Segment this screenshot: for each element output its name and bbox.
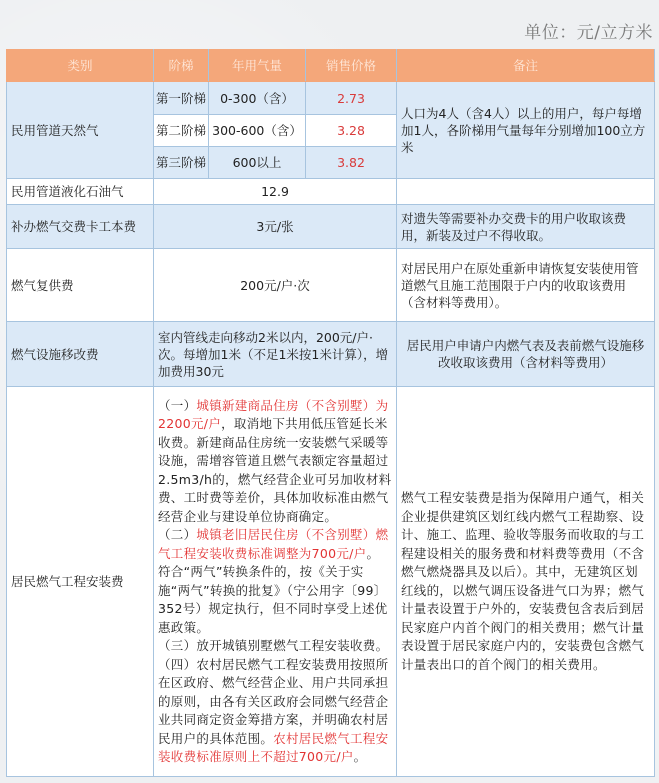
relocation-fee-category: 燃气设施移改费 (7, 322, 154, 387)
relocation-fee-price: 室内管线走向移动2米以内，200元/户·次。每增加1米（不足1米按1米计算），增加费用30元 (154, 322, 397, 387)
install-p1-highlight: 城镇新建商品住房（不含别墅）为2200元/户 (158, 397, 389, 431)
table-row (7, 387, 655, 777)
tier-label: 第二阶梯 (154, 115, 209, 147)
tier-price: 3.28 (306, 115, 397, 147)
install-fee-category: 居民燃气工程安装费 (7, 387, 154, 777)
tier-label: 第一阶梯 (154, 82, 209, 115)
card-fee-category: 补办燃气交费卡工本费 (7, 205, 154, 249)
tier-volume: 300-600（含） (209, 115, 306, 147)
header-tier: 阶梯 (154, 50, 209, 82)
header-price: 销售价格 (306, 50, 397, 82)
tier-price: 2.73 (306, 82, 397, 115)
resupply-fee-note: 对居民用户在原处重新申请恢复安装使用管道燃气且施工范围限于户内的收取该费用（含材料等费用）。 (397, 249, 655, 322)
header-volume: 年用气量 (209, 50, 306, 82)
install-p2-highlight: 城镇老旧居民住房（不含别墅）燃气工程安装收费标准调整为700元/户 (158, 527, 389, 561)
lpg-category: 民用管道液化石油气 (7, 179, 154, 205)
tier-volume: 0-300（含） (209, 82, 306, 115)
table-row (7, 205, 655, 249)
table-row (7, 82, 655, 115)
install-p4-highlight: 农村居民燃气工程安装收费标准原则上不超过700元/户 (158, 730, 389, 764)
install-p1-prefix: （一） (158, 397, 197, 413)
table-row (7, 322, 655, 387)
install-p2-text: 。符合“两气”转换条件的，按《关于实施“两气”转换的批复》（宁公用字〔99〕352号）规定执行，但不同时享受上述优惠政策。 (158, 545, 388, 635)
install-p4-text: （四）农村居民燃气工程安装费用按照所在区政府、燃气经营企业、用户共同承担的原则，由各有关区政府会同燃气经营企业共同商定资金筹措方案，并明确农村居民用户的具体范围。 (158, 656, 389, 746)
table-row (7, 249, 655, 322)
resupply-fee-price: 200元/户·次 (154, 249, 397, 322)
install-p2-prefix: （二） (158, 527, 197, 542)
header-category: 类别 (7, 50, 154, 82)
install-fee-price (154, 387, 397, 777)
natural-gas-category: 民用管道天然气 (7, 82, 154, 179)
install-p3-text: （三）放开城镇别墅燃气工程安装收费。 (158, 638, 389, 653)
lpg-price: 12.9 (154, 179, 397, 205)
install-fee-note: 燃气工程安装费是指为保障用户通气，相关企业提供建筑区划红线内燃气工程勘察、设计、施工、监理、验收等服务而收取的与工程建设相关的服务费和材料费等费用（不含燃气燃烧器具及以后）。其中，无建筑区划红线的，以燃气调压设备进气口为界；燃气计量表设置于户外的，安装费包含表后到居民家庭户内首个阀门的相关费用；燃气计量表设置于居民家庭户内的，安装费包含燃气计量表出口的首个阀门的相关费用。 (397, 387, 655, 777)
unit-label: 单位：元/立方米 (524, 23, 653, 43)
table-row (7, 179, 655, 205)
tier-label: 第三阶梯 (154, 147, 209, 179)
header-note: 备注 (397, 50, 655, 82)
table-header-row (7, 50, 655, 82)
resupply-fee-category: 燃气复供费 (7, 249, 154, 322)
gas-price-table (6, 49, 655, 777)
card-fee-note: 对遗失等需要补办交费卡的用户收取该费用，新装及过户不得收取。 (397, 205, 655, 249)
tier-price: 3.82 (306, 147, 397, 179)
install-p4-end: 。 (353, 749, 367, 764)
card-fee-price: 3元/张 (154, 205, 397, 249)
lpg-note (397, 179, 655, 205)
natural-gas-note: 人口为4人（含4人）以上的用户，每户每增加1人，各阶梯用气量每年分别增加100立方米 (397, 82, 655, 179)
relocation-fee-note: 居民用户申请户内燃气表及表前燃气设施移改收取该费用（含材料等费用） (397, 322, 655, 387)
install-p1-text: ，取消地下共用低压管延长米收费。新建商品住房统一安装燃气采暖等设施，需增容管道且燃气表额定容量超过2.5m3/h的，燃气经营企业可另加收材料费、工时费等差价，具体加收标准由燃气经营企业与建设单位协商确定。 (158, 416, 392, 524)
tier-volume: 600以上 (209, 147, 306, 179)
